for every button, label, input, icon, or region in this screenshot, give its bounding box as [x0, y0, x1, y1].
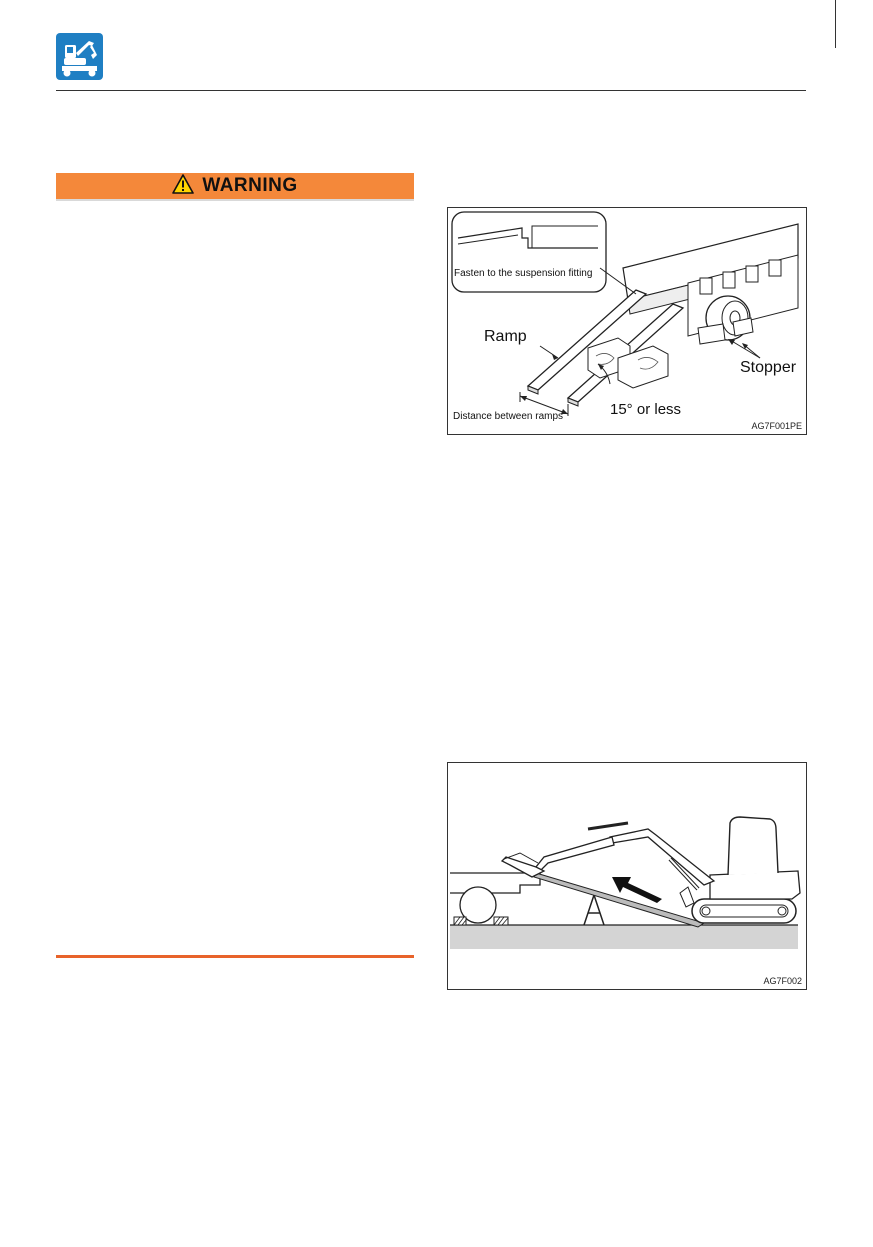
ramp-label: Ramp [484, 328, 527, 345]
ramp-setup-figure [447, 207, 807, 435]
callout-label: Fasten to the suspension fitting [454, 268, 593, 279]
distance-label: Distance between ramps [453, 411, 564, 422]
page-edge-line [835, 0, 836, 48]
figure-code: AG7F002 [763, 976, 802, 986]
excavator-loading-illustration [448, 763, 808, 991]
excavator-loading-figure [447, 762, 807, 990]
header-rule [56, 90, 806, 91]
excavator-transport-icon [56, 33, 103, 80]
section-divider [56, 955, 414, 958]
angle-label: 15° or less [610, 401, 682, 418]
figure-code: AG7F001PE [751, 421, 802, 431]
warning-banner [56, 173, 414, 201]
warning-label: WARNING [202, 175, 298, 196]
warning-triangle-icon [172, 174, 194, 199]
stopper-label: Stopper [740, 359, 797, 376]
